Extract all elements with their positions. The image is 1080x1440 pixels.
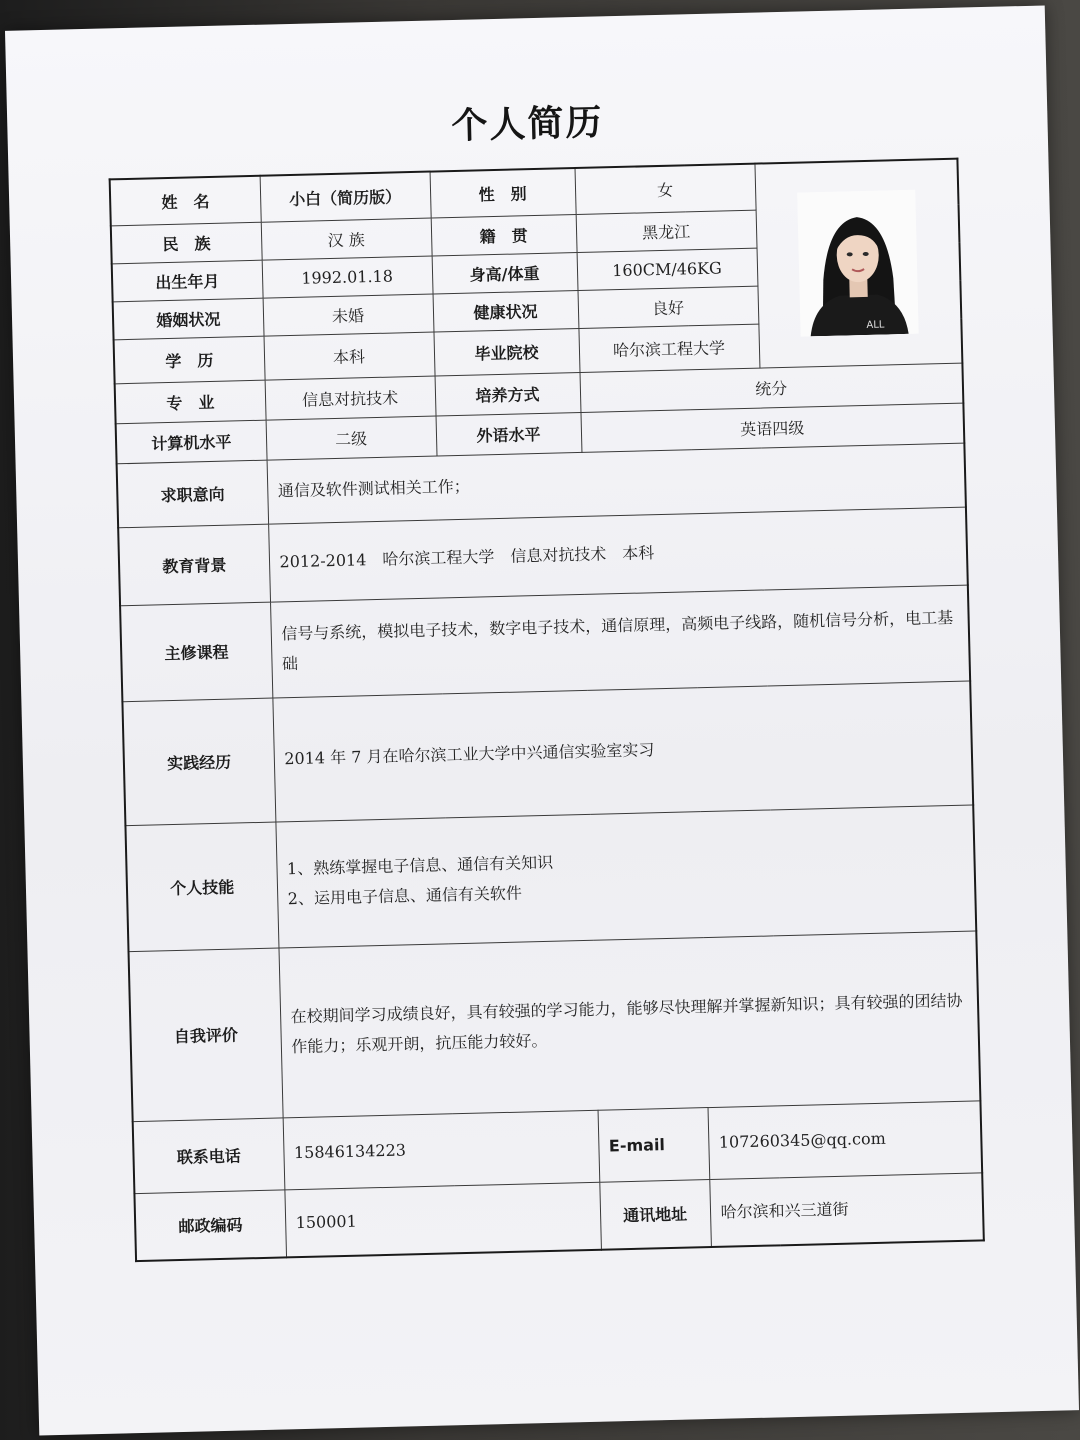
school-label: 毕业院校: [433, 328, 579, 376]
portrait-image: [797, 190, 918, 337]
skills-item: 2、运用电子信息、通信有关软件: [287, 883, 523, 909]
skills-label: 个人技能: [125, 822, 278, 952]
language-label: 外语水平: [436, 412, 582, 456]
row-skills: [125, 804, 976, 951]
birth-label: 出生年月: [112, 260, 263, 302]
ethnicity-label: 民 族: [111, 222, 262, 264]
address-label: 通讯地址: [599, 1179, 711, 1250]
training-label: 培养方式: [435, 372, 581, 416]
shirt-text: ALL: [866, 319, 885, 332]
education-value: 2012-2014 哈尔滨工程大学 信息对抗技术 本科: [268, 507, 968, 602]
postal-code-label: 邮政编码: [134, 1189, 286, 1261]
photo-cell: [754, 159, 962, 368]
courses-value: 信号与系统，模拟电子技术，数字电子技术，通信原理，高频电子线路，随机信号分析，电工基础: [270, 585, 970, 698]
marital-label: 婚姻状况: [113, 298, 264, 340]
resume-paper: [5, 6, 1079, 1436]
skills-list: [275, 804, 976, 947]
native-place-value: 黑龙江: [576, 210, 757, 252]
objective-label: 求职意向: [117, 460, 269, 528]
self-evaluation-label: 自我评价: [129, 948, 283, 1122]
phone-label: 联系电话: [133, 1117, 285, 1193]
address-value: 哈尔滨和兴三道街: [709, 1172, 984, 1247]
computer-level-label: 计算机水平: [116, 420, 267, 464]
height-weight-value: 160CM/46KG: [577, 248, 758, 290]
name-label: 姓 名: [110, 176, 261, 226]
health-value: 良好: [577, 286, 758, 328]
skills-item: 1、熟练掌握电子信息、通信有关知识: [286, 852, 554, 879]
practice-label: 实践经历: [122, 698, 275, 826]
native-place-label: 籍 贯: [431, 214, 577, 256]
major-label: 专 业: [115, 380, 266, 424]
degree-label: 学 历: [114, 336, 265, 384]
training-value: 统分: [579, 363, 963, 412]
name-value: 小白（简历版）: [260, 172, 431, 222]
row-self-evaluation: [129, 930, 981, 1121]
email-label: E-mail: [598, 1107, 710, 1182]
health-label: 健康状况: [433, 290, 579, 332]
gender-label: 性 别: [430, 168, 576, 218]
computer-level-value: 二级: [266, 416, 437, 460]
degree-value: 本科: [264, 332, 435, 380]
resume-table: [109, 158, 985, 1262]
education-label: 教育背景: [118, 524, 270, 606]
major-value: 信息对抗技术: [265, 376, 436, 420]
email-value: 107260345@qq.com: [707, 1100, 982, 1179]
school-value: 哈尔滨工程大学: [578, 324, 759, 372]
language-value: 英语四级: [580, 403, 964, 452]
courses-label: 主修课程: [120, 602, 272, 702]
self-evaluation-value: 在校期间学习成绩良好，具有较强的学习能力，能够尽快理解并掌握新知识；具有较强的团结协作能力；乐观开朗，抗压能力较好。: [278, 930, 980, 1117]
phone-value: 15846134223: [283, 1110, 600, 1190]
row-practice: [122, 681, 973, 826]
ethnicity-value: 汉 族: [261, 218, 432, 260]
gender-value: 女: [575, 164, 756, 214]
objective-value: 通信及软件测试相关工作；: [267, 443, 966, 524]
portrait-photo: [797, 190, 918, 337]
practice-value: 2014 年 7 月在哈尔滨工业大学中兴通信实验室实习: [272, 681, 973, 822]
postal-code-value: 150001: [284, 1182, 601, 1258]
marital-value: 未婚: [263, 294, 434, 336]
page-title: 个人简历: [450, 102, 604, 148]
height-weight-label: 身高/体重: [432, 252, 578, 294]
birth-value: 1992.01.18: [262, 256, 433, 298]
